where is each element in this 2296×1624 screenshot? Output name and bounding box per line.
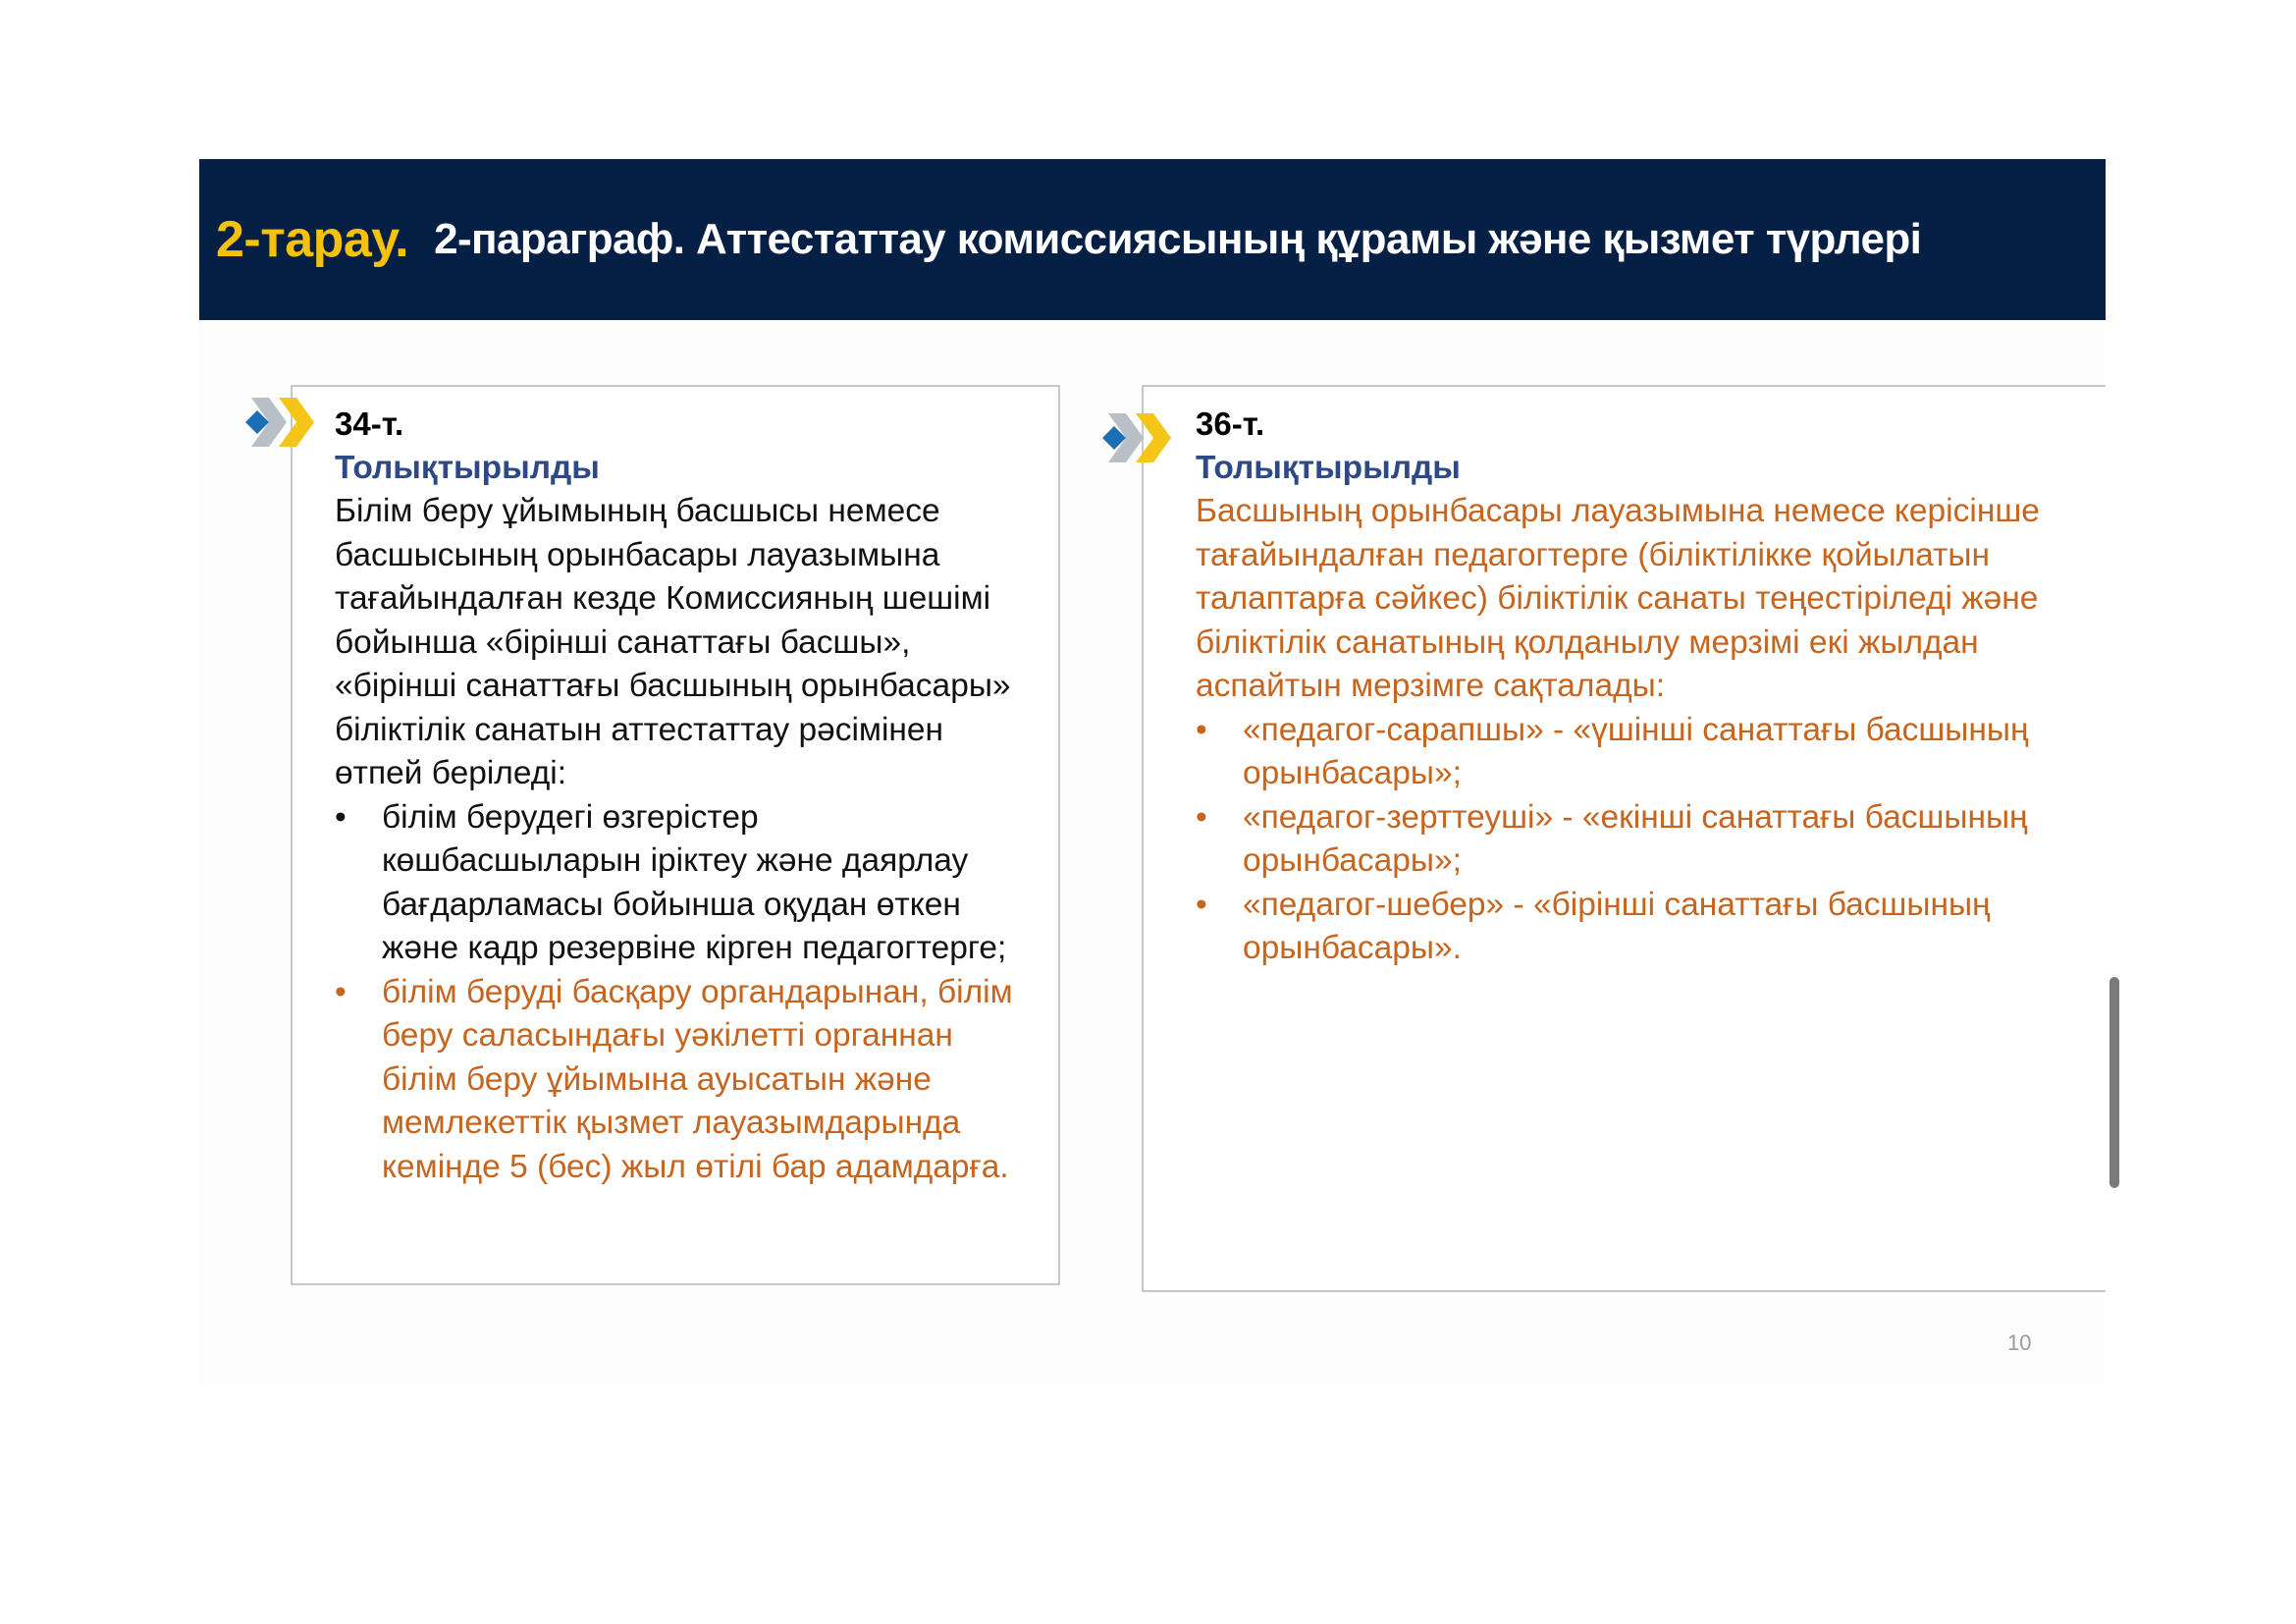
chevron-diamond-icon <box>243 398 322 447</box>
list-item-text: «педагог-сарапшы» - «үшінші санаттағы басшының орынбасары»; <box>1243 711 2029 791</box>
bullet-icon: • <box>335 973 347 1010</box>
list-item <box>1196 709 2079 796</box>
article-36-number: 36-т. <box>1196 406 1265 442</box>
bullet-icon: • <box>1196 886 1207 923</box>
list-item-text: «педагог-зерттеуші» - «екінші санаттағы басшының орынбасары»; <box>1243 798 2028 879</box>
article-34-status: Толықтырылды <box>335 449 600 486</box>
slide-header <box>199 159 2106 320</box>
article-34-content <box>335 403 1022 1189</box>
list-item-text: білім беруді басқару органдарынан, білім беру саласындағы уәкілетті органнан білім беру ұйымына ауысатын және мемлекеттік қызмет лауазымдарында кемінде 5 (бес) жыл өтілі бар адамдарға. <box>382 973 1013 1185</box>
article-36-body: Басшының орынбасары лауазымына немесе керісінше тағайындалған педагогтерге (біліктілікке қойылатын талаптарға сәйкес) біліктілік санаты теңестіріледі және біліктілік санатының қолданылу мерзімі екі жылдан аспайтын мерзімге сақталады: <box>1196 493 2040 704</box>
page-number: 10 <box>2007 1330 2032 1355</box>
article-36-content <box>1196 403 2079 971</box>
list-item <box>1196 884 2079 971</box>
article-36-bullet-list <box>1196 709 2079 971</box>
list-item <box>1196 796 2079 884</box>
article-34-body: Білім беру ұйымының басшысы немесе басшысының орынбасары лауазымына тағайындалған кезде Комиссияның шешімі бойынша «бірінші санаттағы басшы», «бірінші санаттағы басшының орынбасары» біліктілік санатын аттестаттау рәсімінен өтпей беріледі: <box>335 493 1011 791</box>
slide-title: 2-параграф. Аттестаттау комиссиясының құрамы және қызмет түрлері <box>434 215 1922 263</box>
list-item <box>335 796 1022 971</box>
article-36-status: Толықтырылды <box>1196 449 1461 486</box>
article-34-number: 34-т. <box>335 406 404 442</box>
bullet-icon: • <box>1196 798 1207 836</box>
article-34-bullet-list <box>335 796 1022 1190</box>
bullet-icon: • <box>335 798 347 836</box>
bullet-icon: • <box>1196 711 1207 748</box>
chapter-label: 2-тарау. <box>216 211 409 268</box>
chevron-diamond-icon <box>1100 413 1179 462</box>
list-item-text: білім берудегі өзгерістер көшбасшыларын іріктеу және даярлау бағдарламасы бойынша оқудан өткен және кадр резервіне кірген педагогтерге; <box>382 798 1007 966</box>
list-item-text: «педагог-шебер» - «бірінші санаттағы басшының орынбасары». <box>1243 886 1991 966</box>
scrollbar[interactable] <box>2109 977 2119 1188</box>
list-item <box>335 971 1022 1190</box>
